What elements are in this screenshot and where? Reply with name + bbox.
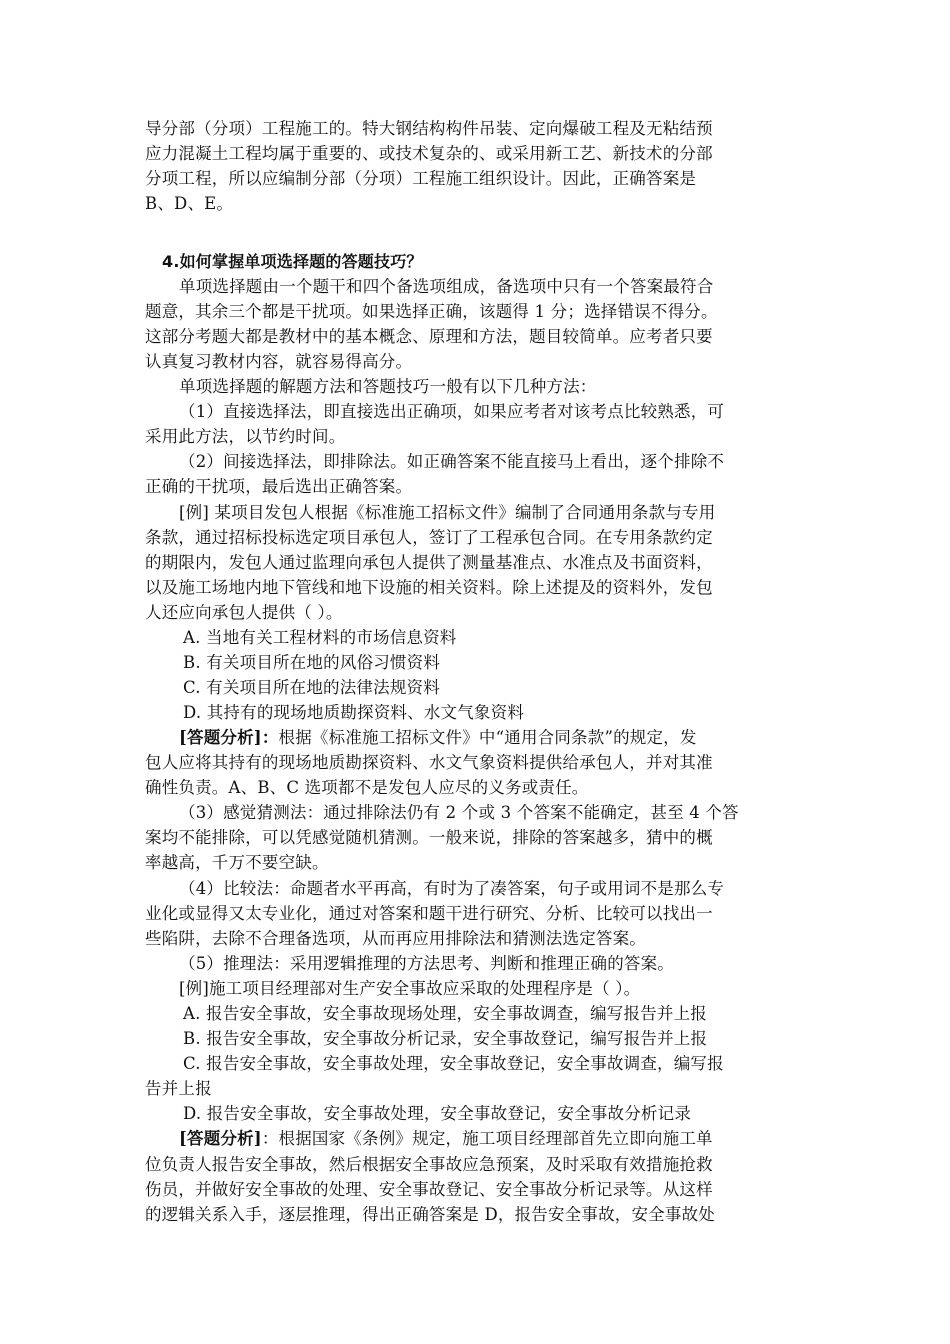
text-line: 导分部（分项）工程施工的。特大钢结构构件吊装、定向爆破工程及无粘结预 bbox=[145, 119, 713, 138]
answer-analysis-label: [答题分析] bbox=[179, 1129, 262, 1148]
text-line: 位负责人报告安全事故，然后根据安全事故应急预案，及时采取有效措施抢救 bbox=[145, 1155, 713, 1174]
text-line: （1）直接选择法，即直接选出正确项，如果应考者对该考点比较熟悉，可 bbox=[179, 402, 725, 421]
option-line: B. 报告安全事故，安全事故分析记录，安全事故登记，编写报告并上报 bbox=[183, 1029, 708, 1048]
answer-analysis-line bbox=[179, 726, 697, 750]
option-line: C. 报告安全事故，安全事故处理，安全事故登记，安全事故调查，编写报 bbox=[183, 1054, 724, 1073]
text-line: 率越高，千万不要空缺。 bbox=[145, 853, 329, 872]
text-line: [例]施工项目经理部对生产安全事故应采取的处理程序是（ ）。 bbox=[179, 979, 641, 998]
text-line: 应力混凝土工程均属于重要的、或技术复杂的、或采用新工艺、新技术的分部 bbox=[145, 144, 713, 163]
text-line: 确性负责。A、B、C 选项都不是发包人应尽的义务或责任。 bbox=[145, 778, 589, 797]
text-line: 业化或显得又太专业化，通过对答案和题干进行研究、分析、比较可以找出一 bbox=[145, 904, 713, 923]
option-line: D. 报告安全事故，安全事故处理，安全事故登记，安全事故分析记录 bbox=[183, 1104, 692, 1123]
text-line: 题意，其余三个都是干扰项。如果选择正确，该题得 1 分；选择错误不得分。 bbox=[145, 302, 718, 321]
option-line: D. 其持有的现场地质勘探资料、水文气象资料 bbox=[183, 703, 525, 722]
option-line: A. 报告安全事故，安全事故现场处理，安全事故调查，编写报告并上报 bbox=[183, 1004, 708, 1023]
text-line: 案均不能排除，可以凭感觉随机猜测。一般来说，排除的答案越多，猜中的概 bbox=[145, 828, 713, 847]
text-line: 以及施工场地内地下管线和地下设施的相关资料。除上述提及的资料外，发包 bbox=[145, 578, 713, 597]
answer-analysis-label: [答题分析]： bbox=[179, 728, 279, 747]
text-line: 单项选择题由一个题干和四个备选项组成，备选项中只有一个答案最符合 bbox=[179, 277, 714, 296]
text-line: 些陷阱，去除不合理备选项，从而再应用排除法和猜测法选定答案。 bbox=[145, 929, 646, 948]
text-line: 正确的干扰项，最后选出正确答案。 bbox=[145, 477, 413, 496]
text-line: [例] 某项目发包人根据《标准施工招标文件》编制了合同通用条款与专用 bbox=[179, 503, 716, 522]
option-line: A. 当地有关工程材料的市场信息资料 bbox=[183, 628, 457, 647]
text-line: 这部分考题大都是教材中的基本概念、原理和方法，题目较简单。应考者只要 bbox=[145, 327, 713, 346]
text-line: 人还应向承包人提供（ ）。 bbox=[145, 603, 343, 622]
section-heading: 4.如何掌握单项选择题的答题技巧？ bbox=[162, 252, 423, 271]
text-line: 采用此方法，以节约时间。 bbox=[145, 427, 346, 446]
text-line: 单项选择题的解题方法和答题技巧一般有以下几种方法： bbox=[179, 377, 597, 396]
answer-analysis-line bbox=[179, 1127, 713, 1151]
option-line: C. 有关项目所在地的法律法规资料 bbox=[183, 678, 440, 697]
text-line: 的期限内，发包人通过监理向承包人提供了测量基准点、水准点及书面资料， bbox=[145, 553, 713, 572]
text-line: （5）推理法：采用逻辑推理的方法思考、判断和推理正确的答案。 bbox=[179, 954, 674, 973]
text-line: 伤员，并做好安全事故的处理、安全事故登记、安全事故分析记录等。从这样 bbox=[145, 1180, 713, 1199]
text-line: （2）间接选择法，即排除法。如正确答案不能直接马上看出，逐个排除不 bbox=[179, 452, 725, 471]
text-line: B、D、E。 bbox=[145, 194, 234, 213]
text-line: 的逻辑关系入手，逐层推理，得出正确答案是 D，报告安全事故，安全事故处 bbox=[145, 1205, 715, 1224]
answer-analysis-text: 根据《标准施工招标文件》中“通用合同条款”的规定，发 bbox=[278, 728, 697, 747]
text-line: 认真复习教材内容，就容易得高分。 bbox=[145, 352, 413, 371]
text-line: 分项工程，所以应编制分部（分项）工程施工组织设计。因此，正确答案是 bbox=[145, 169, 697, 188]
text-line: 条款，通过招标投标选定项目承包人，签订了工程承包合同。在专用条款约定 bbox=[145, 528, 713, 547]
text-line: （4）比较法：命题者水平再高，有时为了凑答案，句子或用词不是那么专 bbox=[179, 879, 725, 898]
text-line: 告并上报 bbox=[145, 1079, 212, 1098]
option-line: B. 有关项目所在地的风俗习惯资料 bbox=[183, 653, 441, 672]
text-line: （3）感觉猜测法：通过排除法仍有 2 个或 3 个答案不能确定，甚至 4 个答 bbox=[179, 803, 739, 822]
text-line: 包人应将其持有的现场地质勘探资料、水文气象资料提供给承包人，并对其准 bbox=[145, 753, 713, 772]
answer-analysis-text: ：根据国家《条例》规定，施工项目经理部首先立即向施工单 bbox=[261, 1129, 713, 1148]
